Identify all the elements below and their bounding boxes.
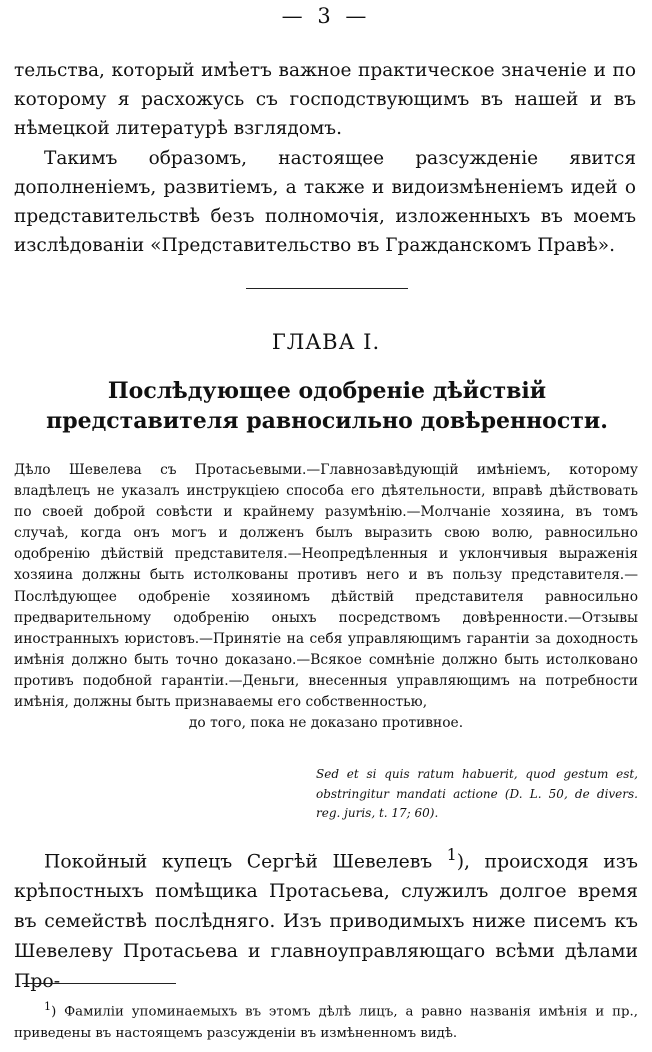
chapter-summary: [14, 460, 638, 734]
footnote: [14, 996, 638, 1045]
paragraph-continuation: тельства, который имѣетъ важное практическое значенiе и по которому я расхожусь съ господствующимъ въ нашей и въ нѣмецкой литературѣ взглядомъ.: [14, 60, 636, 139]
chapter-summary-tail: до того, пока не доказано противное.: [188, 715, 464, 732]
latin-epigraph: Sed et si quis ratum habuerit, quod gestum est, obstringitur mandati actione (D. L. 50, de divers. reg. juris, t. 17; 60).: [316, 767, 638, 820]
section-divider: [246, 288, 408, 289]
footnote-mark: 1: [44, 1000, 52, 1013]
footnote-divider: [22, 983, 176, 984]
page-number: — 3 —: [281, 4, 371, 28]
chapter-heading: ГЛАВА I.: [271, 330, 381, 354]
paragraph-intro: Такимъ образомъ, настоящее разсужденiе явится дополненiемъ, развитiемъ, а также и видоизмѣненiемъ идей о представительствѣ безъ полномочiя, изложенныхъ въ моемъ изслѣдованiи «Представительство въ Гражданскомъ Правѣ».: [14, 148, 636, 256]
footnote-text: ) Фамилiи упоминаемыхъ въ этомъ дѣлѣ лицъ, а равно названiя имѣнiя и пр., приведены въ настоящемъ разсужденiи въ измѣненномъ видѣ.: [14, 1004, 638, 1042]
body-paragraph: [14, 840, 638, 997]
chapter-title: Послѣдующее одобренiе дѣйствiй представителя равносильно довѣренности.: [46, 378, 608, 434]
footnote-reference: 1: [446, 845, 457, 864]
body-text-rest: ), происходя изъ крѣпостныхъ помѣщика Протасьева, служилъ долгое время въ семействѣ послѣдняго. Изъ приводимыхъ ниже писемъ къ Шевелеву Протасьева и главноуправляющаго всѣми дѣлами Про-: [14, 851, 638, 993]
chapter-summary-text: Дѣло Шевелева съ Протасьевыми.—Главнозавѣдующiй имѣнiемъ, которому владѣлецъ не указалъ инструкцiею способа его дѣятельности, вправѣ дѣйствовать по своей доброй совѣсти и крайнему разумѣнiю.—Молчанiе хозяина, въ томъ случаѣ, когда онъ могъ и долженъ былъ выразить свою волю, равносильно одобренiю дѣйствiй представителя.—Неопредѣленныя и уклончивыя выраженiя хозяина должны быть истолкованы противъ него и въ пользу представителя.—Послѣдующее одобренiе хозяиномъ дѣйствiй представителя равносильно предварительному одобренiю оныхъ посредствомъ довѣренности.—Отзывы иностранныхъ юристовъ.—Принятiе на себя управляющимъ гарантiи за доходность имѣнiя должно быть точно доказано.—Всякое сомнѣнiе должно быть истолковано противъ подобной гарантiи.—Деньги, внесенныя управляющимъ на потребности имѣнiя, должны быть признаваемы его собственностью,: [14, 462, 638, 711]
body-text-start: Покойный купецъ Сергѣй Шевелевъ: [44, 851, 447, 873]
